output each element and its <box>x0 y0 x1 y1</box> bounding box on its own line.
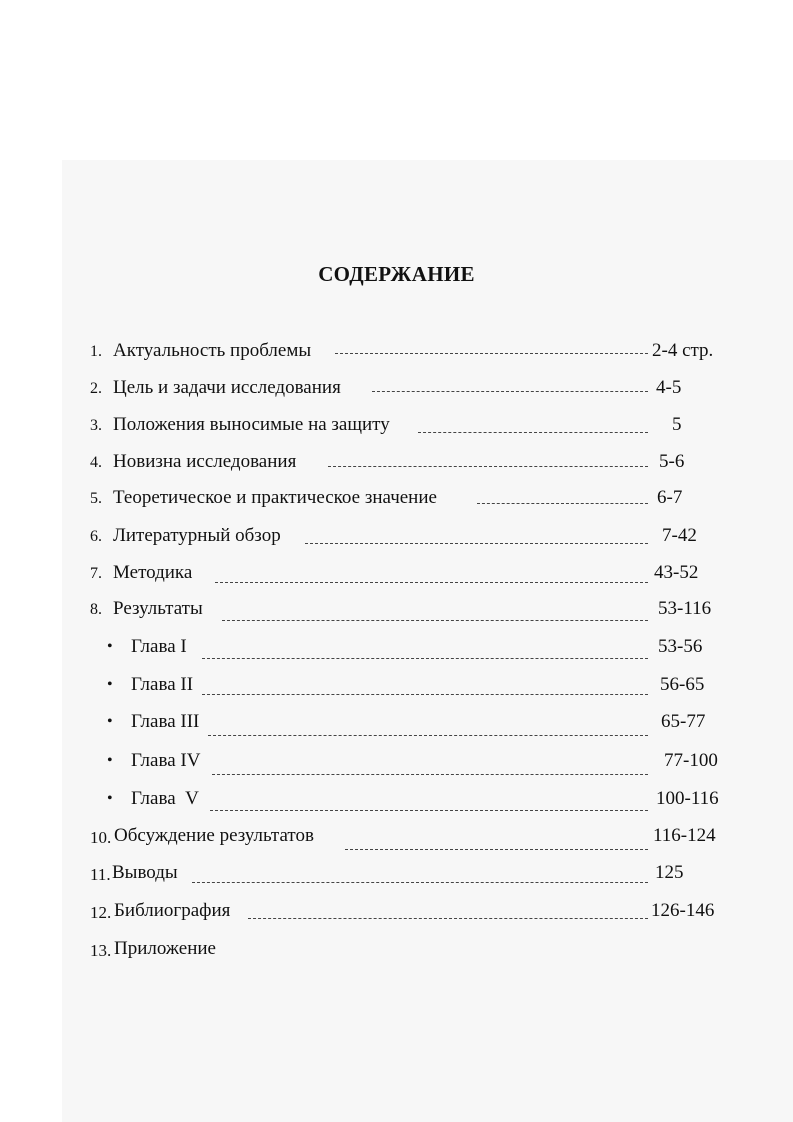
toc-entry-title: Методика <box>113 562 193 583</box>
toc-entry <box>0 900 793 926</box>
toc-entry <box>0 938 793 964</box>
toc-entry-page: 5 <box>672 414 682 435</box>
toc-entry-title: Новизна исследования <box>113 451 297 472</box>
toc-dot-leader <box>210 810 648 811</box>
toc-dot-leader <box>477 503 648 504</box>
toc-entry-title: Библиография <box>114 900 231 921</box>
toc-dot-leader <box>208 735 648 736</box>
toc-entry-page: 2-4 стр. <box>652 340 714 361</box>
toc-entry-title: Цель и задачи исследования <box>113 377 341 398</box>
toc-entry-title: Глава I <box>131 636 187 657</box>
toc-entry <box>0 377 793 403</box>
toc-entry-page: 116-124 <box>653 825 716 846</box>
toc-dot-leader <box>248 918 648 919</box>
toc-entry <box>0 487 793 513</box>
toc-entry-number: 7. <box>90 565 102 582</box>
toc-subentry <box>0 711 793 737</box>
toc-entry-page: 125 <box>655 862 684 883</box>
toc-dot-leader <box>328 466 648 467</box>
toc-entry-title: Теоретическое и практическое значение <box>113 487 437 508</box>
toc-dot-leader <box>345 849 648 850</box>
page-title: СОДЕРЖАНИЕ <box>318 262 475 286</box>
toc-entry-page: 7-42 <box>662 525 697 546</box>
toc-entry <box>0 525 793 551</box>
toc-subentry <box>0 674 793 700</box>
bullet-icon: • <box>107 752 113 769</box>
toc-subentry <box>0 636 793 662</box>
toc-entry <box>0 562 793 588</box>
toc-entry-number: 6. <box>90 528 102 545</box>
toc-entry-title: Положения выносимые на защиту <box>113 414 390 435</box>
toc-dot-leader <box>212 774 648 775</box>
toc-entry-page: 6-7 <box>657 487 683 508</box>
toc-entry-number: 4. <box>90 454 102 471</box>
toc-entry-title: Обсуждение результатов <box>114 825 314 846</box>
bullet-icon: • <box>107 790 113 807</box>
toc-entry-number: 1. <box>90 343 102 360</box>
toc-dot-leader <box>202 694 648 695</box>
bullet-icon: • <box>107 676 113 693</box>
toc-entry <box>0 414 793 440</box>
toc-entry-number: 13. <box>90 941 112 960</box>
toc-dot-leader <box>215 582 648 583</box>
toc-entry-number: 12. <box>90 903 112 922</box>
bullet-icon: • <box>107 713 113 730</box>
toc-entry-title: Результаты <box>113 598 203 619</box>
toc-entry-page: 65-77 <box>661 711 706 732</box>
toc-entry <box>0 862 793 888</box>
bullet-icon: • <box>107 638 113 655</box>
toc-dot-leader <box>202 658 648 659</box>
toc-entry-number: 11. <box>90 865 111 884</box>
toc-entry-page: 56-65 <box>660 674 705 695</box>
toc-entry-page: 77-100 <box>664 750 718 771</box>
toc-entry <box>0 451 793 477</box>
toc-entry-title: Актуальность проблемы <box>113 340 312 361</box>
toc-entry-page: 5-6 <box>659 451 685 472</box>
toc-subentry <box>0 788 793 814</box>
toc-entry-title: Глава IV <box>131 750 201 771</box>
toc-dot-leader <box>192 882 648 883</box>
toc-entry-number: 5. <box>90 490 102 507</box>
toc-entry-number: 8. <box>90 601 102 618</box>
toc-entry-page: 43-52 <box>654 562 699 583</box>
toc-entry <box>0 598 793 624</box>
toc-entry-title: Глава II <box>131 674 194 695</box>
toc-entry <box>0 340 793 366</box>
toc-entry-title: Выводы <box>112 862 178 883</box>
toc-subentry <box>0 750 793 776</box>
toc-entry-page: 126-146 <box>651 900 715 921</box>
toc-entry-title: Глава V <box>131 788 199 809</box>
toc-dot-leader <box>335 353 648 354</box>
toc-entry-title: Литературный обзор <box>113 525 281 546</box>
toc-entry-page: 100-116 <box>656 788 719 809</box>
toc-dot-leader <box>222 620 648 621</box>
toc-entry <box>0 825 793 851</box>
toc-entry-title: Приложение <box>114 938 216 959</box>
toc-dot-leader <box>305 543 648 544</box>
toc-entry-number: 10. <box>90 828 112 847</box>
toc-dot-leader <box>372 391 648 392</box>
toc-dot-leader <box>418 432 648 433</box>
toc-entry-title: Глава III <box>131 711 200 732</box>
toc-entry-page: 53-56 <box>658 636 703 657</box>
toc-entry-number: 2. <box>90 380 102 397</box>
toc-entry-page: 4-5 <box>656 377 682 398</box>
toc-entry-page: 53-116 <box>658 598 712 619</box>
toc-entry-number: 3. <box>90 417 102 434</box>
